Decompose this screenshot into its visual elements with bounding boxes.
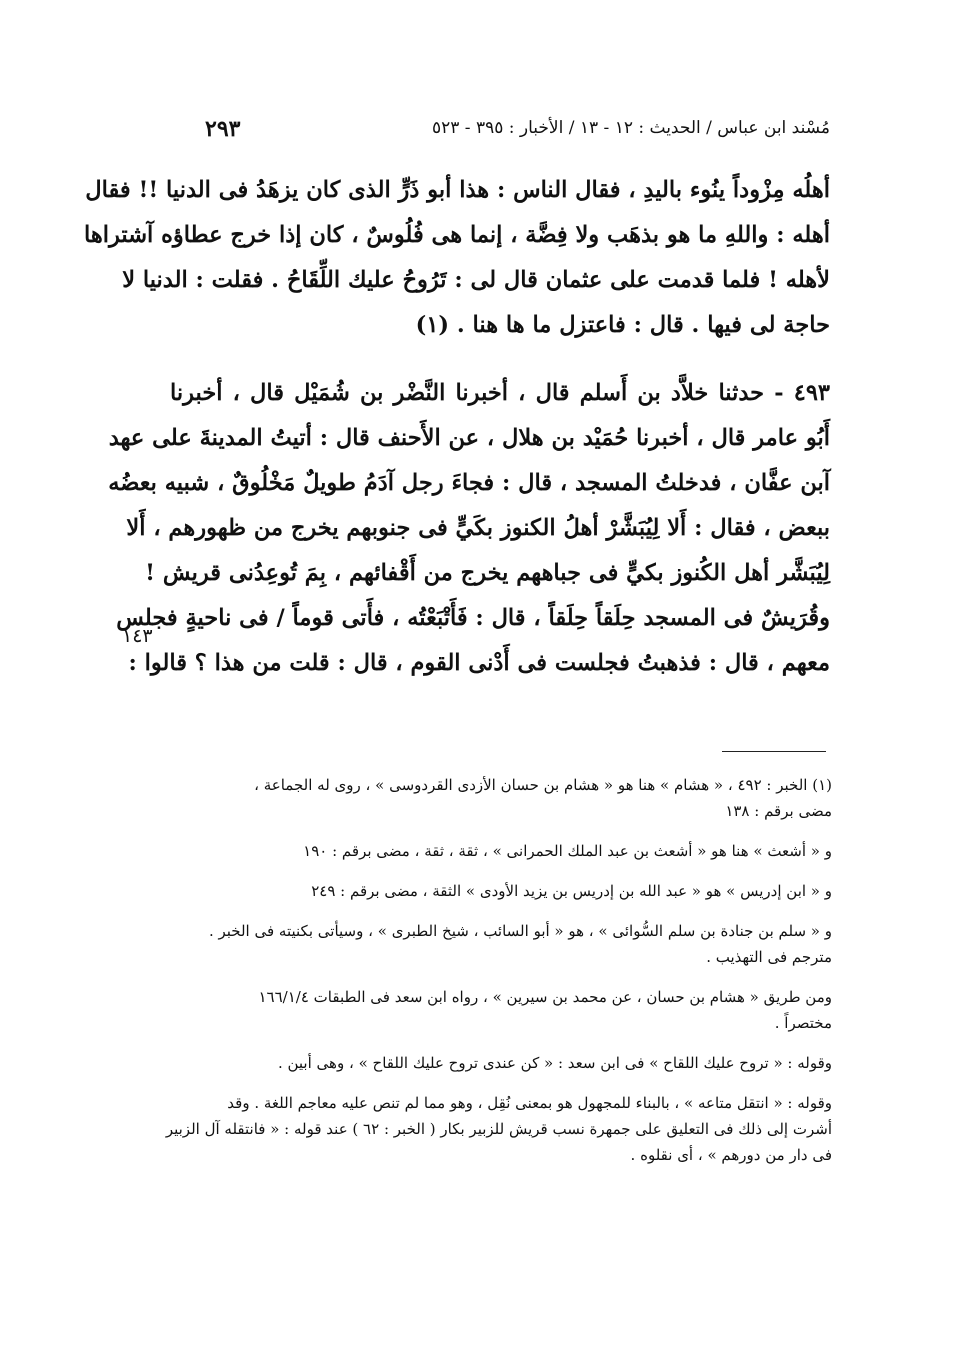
header-title: مُسْند ابن عباس / الحديث : ١٢ - ١٣ / الأخبار : ٣٩٥ - ٥٢٣ [431,118,830,138]
footnote [178,838,832,864]
footnote-line: وقوله : « انتقل متاعه » ، بالبناء للمجهول هو بمعنى نُقِل ، وهو مما لم تنص عليه معاجم اللغة . وقد [227,1094,832,1112]
text-line: وقُرَيشٌ فى المسجد حِلَقاً حِلَقاً ، قال : فَأَتْبَعْتُه ، فأَتى قوماً / فى ناحيةٍ فجلس [116,605,830,631]
footnote-line: ومن طريق « هشام بن حسان ، عن محمد بن سيرين » ، رواه ابن سعد فى الطبقات ١٦٦/١/٤ [258,988,832,1006]
text-line: آبن عفَّان ، فدخلتُ المسجد ، قال : فجاءَ رجل آدَمُ طويلٌ مَخْلُوقٌ ، شبيه بعضُه [108,470,830,496]
text-line: لأهله ! فلما قدمت على عثمان قال لى : تَرُوحُ عليك اللِّقَاحُ . فقلت : الدنيا لا [122,267,830,293]
footnote-line: و « أشعث » هنا هو « أشعث بن عبد الملك الحمرانى » ، ثقة ، ثقة ، مضى برقم : ١٩٠ [303,842,832,860]
text-line: معهم ، قال : فذهبتُ فجلست فى أَدْنى القوم ، قال : قلت من هذا ؟ قالوا : [128,650,830,676]
text-line: لِيُبَشَّر أهل الكُنوز بكيٍّ فى جباههم يخرج من أَقْفائهم ، بِمَ تُوعِدُنى قريش ! [145,560,830,586]
footnote-line: مترجم فى التهذيب . [706,948,832,966]
text-line: أهلُه مِزْوداً ينُوء باليدِ ، فقال الناس : هذا أبو ذَرٍّ الذى كان يزهَدُ فى الدنيا !! فقال [85,177,830,203]
footnote-line: فى دار من دورهم » ، أى نقلوه . [630,1146,832,1164]
text-line: حاجة لى فيها . قال : فاعتزل ما ها هنا . (١) [415,312,830,338]
footnote-line: (١) الخبر : ٤٩٢ ، « هشام » هنا هو « هشام بن حسان الأزدى القردوسى » ، روى له الجماعة ، [254,776,832,794]
margin-page-reference: ١٤٣ [122,625,153,647]
text-line: ببعض ، فقال : أَلا لِيُبَشَّرْ أهلُ الكنوز بكَيٍّ فى جنوبهم يخرج من ظهورهم ، أَلا [126,515,830,541]
footnote-line: مضى برقم : ١٣٨ [725,802,832,820]
footnote-line: و « سلم بن جنادة بن سلم السُّوائى » ، هو « أبو السائب ، شيخ الطبرى » ، وسيأتى بكنيته فى الخبر . [208,922,832,940]
footnote-line: وقوله : « تروح عليك اللقاح » فى ابن سعد : « كن عندى تروح عليك اللقاح » ، وهى أبين . [277,1054,832,1072]
footnote [178,918,832,970]
page-number: ٢٩٣ [205,116,241,142]
text-line: أَبُو عامر قال ، أخبرنا حُمَيْد بن هلال ، عن الأَحنف قال : أتيتُ المدينةَ على عهد [108,425,830,451]
footnote [165,1090,832,1168]
footnotes [165,772,832,1168]
footnote-divider [722,751,826,752]
footnote-line: و « ابن إدريس » هو « عبد الله بن إدريس بن يزيد الأودى » الثقة ، مضى برقم : ٢٤٩ [311,882,832,900]
footnote [178,878,832,904]
running-header [175,118,830,148]
footnote [178,984,832,1036]
footnote [178,1050,832,1076]
text-line: أهله : واللهِ ما هو بذهَب ولا فِضَّة ، إنما هى فُلُوسٌ ، كان إذا خرج عطاؤه آشتراها [84,222,830,248]
footnote [178,772,832,824]
footnote-line: مختصراً . [774,1014,832,1032]
paragraph [84,168,830,348]
text-line: ٤٩٣ - حدثنا خلاَّد بن أَسلم قال ، أخبرنا النَّضْر بن شُمَيْل قال ، أخبرنا [170,380,830,406]
footnote-line: أشرت إلى ذلك فى التعليق على جمهرة نسب قريش للزبير بكار ( الخبر : ٦٢ ) عند قوله : « فانتقله آل الزبير [165,1120,832,1138]
